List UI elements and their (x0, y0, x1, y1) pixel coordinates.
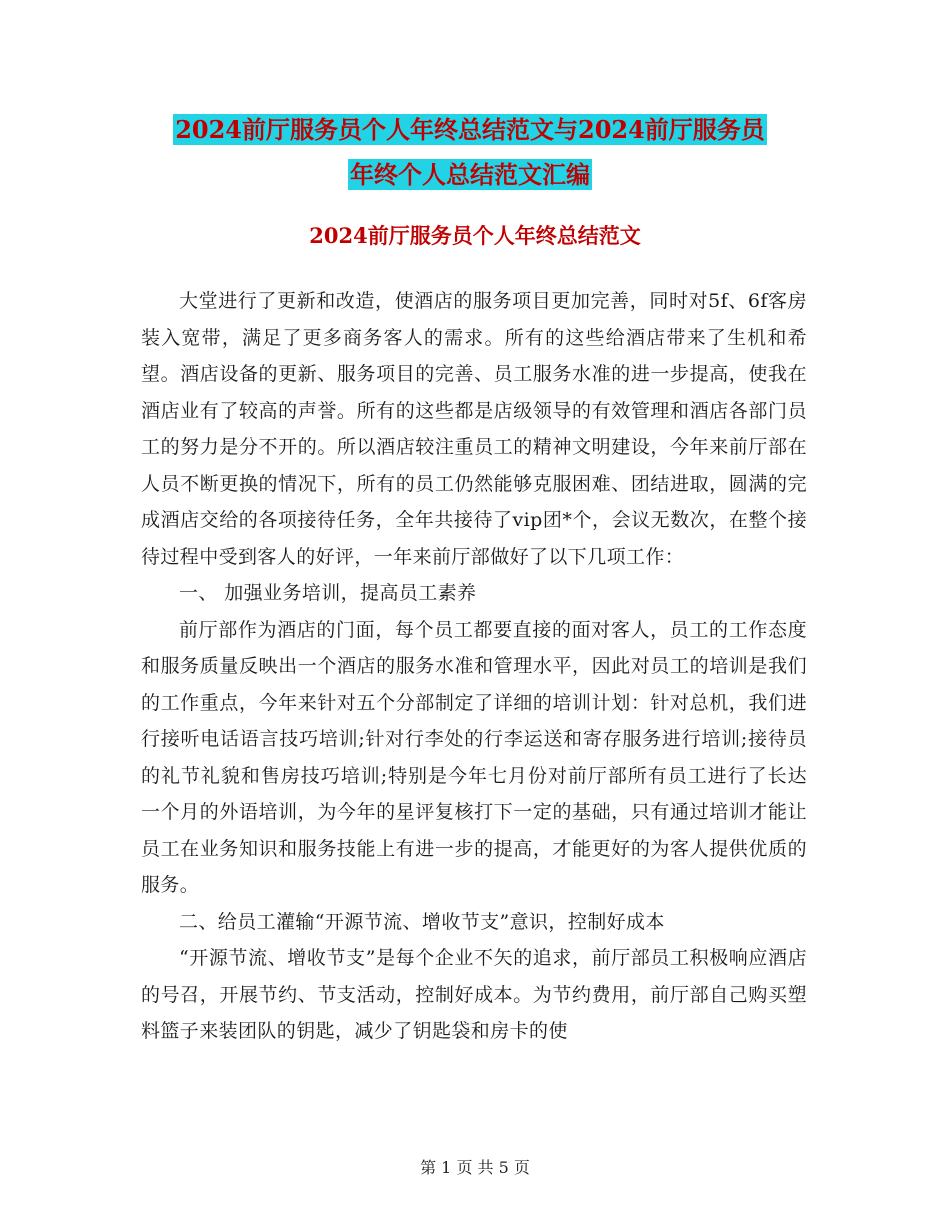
title-highlight-2: 年终个人总结范文汇编 (350, 160, 590, 189)
page-footer: 第 1 页 共 5 页 (420, 1158, 530, 1177)
heading-1: 一、 加强业务培训，提高员工素养 (179, 582, 477, 604)
paragraph-cost-control: “开源节流、增收节支”是每个企业不矢的追求，前厅部员工积极响应酒店的号召，开展节约、节支活动，控制好成本。为节约费用，前厅部自己购买塑料篮子来装团队的钥匙，减少了钥匙袋和房卡的使 (141, 947, 807, 1042)
document-title-line-1 (120, 110, 820, 150)
document-title-line-2 (120, 155, 820, 195)
title-highlight-1: 2024前厅服务员个人年终总结范文与2024前厅服务员 (175, 115, 765, 144)
document-body (141, 283, 807, 1050)
paragraph-training: 前厅部作为酒店的门面，每个员工都要直接的面对客人，员工的工作态度和服务质量反映出一个酒店的服务水准和管理水平，因此对员工的培训是我们的工作重点，今年来针对五个分部制定了详细的培训计划：针对总机，我们进行接听电话语言技巧培训;针对行李处的行李运送和寄存服务进行培训;接待员的礼节礼貌和售房技巧培训;特别是今年七月份对前厅部所有员工进行了长达一个月的外语培训，为今年的星评复核打下一定的基础，只有通过培训才能让员工在业务知识和服务技能上有进一步的提高，才能更好的为客人提供优质的服务。 (141, 618, 807, 896)
paragraph-intro: 大堂进行了更新和改造，使酒店的服务项目更加完善，同时对5f、6f客房装入宽带，满足了更多商务客人的需求。所有的这些给酒店带来了生机和希望。酒店设备的更新、服务项目的完善、员工服务水准的进一步提高，使我在酒店业有了较高的声誉。所有的这些都是店级领导的有效管理和酒店各部门员工的努力是分不开的。所以酒店较注重员工的精神文明建设，今年来前厅部在人员不断更换的情况下，所有的员工仍然能够克服困难、团结进取，圆满的完成酒店交给的各项接待任务，全年共接待了vip团*个，会议无数次，在整个接待过程中受到客人的好评，一年来前厅部做好了以下几项工作： (141, 290, 807, 568)
section-title: 2024前厅服务员个人年终总结范文 (309, 223, 641, 248)
heading-2: 二、给员工灌输“开源节流、增收节支”意识，控制好成本 (179, 910, 665, 933)
